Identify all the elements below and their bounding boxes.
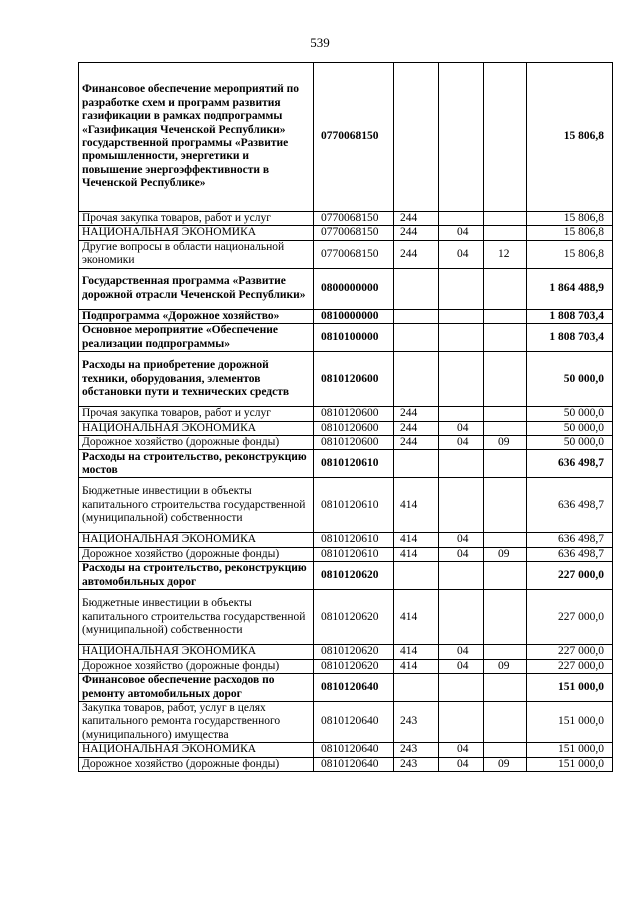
row-subsection: 09: [484, 436, 527, 450]
row-amount: 50 000,0: [527, 352, 613, 407]
row-expense-type: 243: [394, 743, 439, 757]
row-section: [439, 674, 484, 702]
row-section: [439, 702, 484, 743]
row-target-code: 0810120600: [314, 352, 394, 407]
row-amount: 1 808 703,4: [527, 324, 613, 352]
table-row: [79, 645, 613, 659]
row-expense-type: 244: [394, 436, 439, 450]
row-name: НАЦИОНАЛЬНАЯ ЭКОНОМИКА: [79, 226, 314, 240]
table-row: [79, 407, 613, 421]
row-target-code: 0770068150: [314, 63, 394, 212]
row-name: Дорожное хозяйство (дорожные фонды): [79, 436, 314, 450]
row-subsection: [484, 450, 527, 478]
row-subsection: [484, 324, 527, 352]
row-subsection: [484, 421, 527, 435]
row-expense-type: [394, 324, 439, 352]
table-row: [79, 659, 613, 673]
row-expense-type: 414: [394, 590, 439, 645]
row-expense-type: 244: [394, 226, 439, 240]
row-subsection: [484, 590, 527, 645]
row-name: НАЦИОНАЛЬНАЯ ЭКОНОМИКА: [79, 533, 314, 547]
row-section: 04: [439, 645, 484, 659]
row-section: 04: [439, 240, 484, 268]
row-name: Дорожное хозяйство (дорожные фонды): [79, 659, 314, 673]
row-amount: 50 000,0: [527, 407, 613, 421]
row-section: [439, 352, 484, 407]
table-row: [79, 212, 613, 226]
row-expense-type: [394, 562, 439, 590]
row-target-code: 0810120600: [314, 436, 394, 450]
row-amount: 636 498,7: [527, 478, 613, 533]
row-target-code: 0800000000: [314, 268, 394, 309]
table-row: [79, 478, 613, 533]
table-row: [79, 702, 613, 743]
table-row: [79, 309, 613, 323]
row-amount: 636 498,7: [527, 547, 613, 561]
row-amount: 227 000,0: [527, 590, 613, 645]
table-row: [79, 743, 613, 757]
table-row: [79, 421, 613, 435]
row-subsection: [484, 478, 527, 533]
table-row: [79, 63, 613, 212]
row-target-code: 0810120610: [314, 547, 394, 561]
row-name: Государственная программа «Развитие дорожной отрасли Чеченской Республики»: [79, 268, 314, 309]
row-amount: 151 000,0: [527, 743, 613, 757]
row-name: Расходы на строительство, реконструкцию автомобильных дорог: [79, 562, 314, 590]
row-section: [439, 63, 484, 212]
row-section: [439, 478, 484, 533]
table-row: [79, 226, 613, 240]
row-subsection: [484, 743, 527, 757]
row-name: Прочая закупка товаров, работ и услуг: [79, 407, 314, 421]
row-target-code: 0810120640: [314, 757, 394, 771]
row-expense-type: [394, 352, 439, 407]
row-section: [439, 212, 484, 226]
row-target-code: 0810120620: [314, 659, 394, 673]
row-expense-type: [394, 450, 439, 478]
row-amount: 1 808 703,4: [527, 309, 613, 323]
row-name: Дорожное хозяйство (дорожные фонды): [79, 757, 314, 771]
row-amount: 227 000,0: [527, 659, 613, 673]
row-name: Финансовое обеспечение расходов по ремонту автомобильных дорог: [79, 674, 314, 702]
table-row: [79, 268, 613, 309]
row-section: [439, 450, 484, 478]
row-subsection: [484, 352, 527, 407]
row-amount: 1 864 488,9: [527, 268, 613, 309]
row-expense-type: [394, 674, 439, 702]
row-target-code: 0810120640: [314, 674, 394, 702]
row-expense-type: 244: [394, 407, 439, 421]
row-name: Прочая закупка товаров, работ и услуг: [79, 212, 314, 226]
row-target-code: 0810000000: [314, 309, 394, 323]
row-section: [439, 268, 484, 309]
row-subsection: 09: [484, 547, 527, 561]
row-amount: 227 000,0: [527, 645, 613, 659]
row-section: 04: [439, 226, 484, 240]
row-section: 04: [439, 533, 484, 547]
row-target-code: 0810120620: [314, 645, 394, 659]
row-name: Бюджетные инвестиции в объекты капитального строительства государственной (муниципальной) собственности: [79, 590, 314, 645]
row-name: Другие вопросы в области национальной экономики: [79, 240, 314, 268]
row-section: 04: [439, 743, 484, 757]
row-section: 04: [439, 659, 484, 673]
table-row: [79, 674, 613, 702]
row-expense-type: [394, 63, 439, 212]
row-amount: 15 806,8: [527, 240, 613, 268]
row-subsection: 09: [484, 659, 527, 673]
table-row: [79, 450, 613, 478]
row-subsection: [484, 226, 527, 240]
row-target-code: 0810120640: [314, 702, 394, 743]
row-expense-type: 243: [394, 757, 439, 771]
row-expense-type: [394, 309, 439, 323]
row-section: [439, 562, 484, 590]
row-target-code: 0810120620: [314, 562, 394, 590]
row-target-code: 0810120610: [314, 478, 394, 533]
row-expense-type: 414: [394, 659, 439, 673]
row-amount: 636 498,7: [527, 450, 613, 478]
row-name: Расходы на строительство, реконструкцию мостов: [79, 450, 314, 478]
row-subsection: [484, 63, 527, 212]
row-target-code: 0770068150: [314, 226, 394, 240]
row-name: Финансовое обеспечение мероприятий по разработке схем и программ развития газификации в рамках подпрограммы «Газификация Чеченской Республики» государственной программы «Развитие промышленности, энергетики и повышение энергоэффективности в Чеченской Республике»: [79, 63, 314, 212]
table-row: [79, 436, 613, 450]
row-amount: 151 000,0: [527, 674, 613, 702]
table-row: [79, 240, 613, 268]
page-number: 539: [310, 35, 330, 50]
row-name: Подпрограмма «Дорожное хозяйство»: [79, 309, 314, 323]
row-expense-type: 414: [394, 478, 439, 533]
row-name: НАЦИОНАЛЬНАЯ ЭКОНОМИКА: [79, 645, 314, 659]
row-subsection: 09: [484, 757, 527, 771]
row-expense-type: 414: [394, 547, 439, 561]
budget-table: [78, 62, 613, 772]
row-target-code: 0810120640: [314, 743, 394, 757]
row-section: 04: [439, 757, 484, 771]
row-subsection: [484, 212, 527, 226]
row-section: [439, 590, 484, 645]
table-row: [79, 547, 613, 561]
row-section: 04: [439, 421, 484, 435]
row-section: 04: [439, 436, 484, 450]
row-amount: 50 000,0: [527, 436, 613, 450]
row-subsection: [484, 702, 527, 743]
row-name: Основное мероприятие «Обеспечение реализации подпрограммы»: [79, 324, 314, 352]
row-amount: 15 806,8: [527, 226, 613, 240]
row-expense-type: 244: [394, 212, 439, 226]
table-row: [79, 757, 613, 771]
row-name: НАЦИОНАЛЬНАЯ ЭКОНОМИКА: [79, 421, 314, 435]
row-subsection: [484, 309, 527, 323]
row-amount: 151 000,0: [527, 757, 613, 771]
table-row: [79, 352, 613, 407]
row-expense-type: 414: [394, 533, 439, 547]
row-expense-type: 244: [394, 240, 439, 268]
row-section: 04: [439, 547, 484, 561]
table-row: [79, 562, 613, 590]
row-name: Бюджетные инвестиции в объекты капитального строительства государственной (муниципальной) собственности: [79, 478, 314, 533]
row-section: [439, 324, 484, 352]
row-name: Расходы на приобретение дорожной техники, оборудования, элементов обстановки пути и технических средств: [79, 352, 314, 407]
row-target-code: 0770068150: [314, 212, 394, 226]
row-target-code: 0810120610: [314, 533, 394, 547]
row-name: Закупка товаров, работ, услуг в целях капитального ремонта государственного (муниципального) имущества: [79, 702, 314, 743]
row-subsection: [484, 674, 527, 702]
row-target-code: 0810100000: [314, 324, 394, 352]
row-target-code: 0810120620: [314, 590, 394, 645]
row-subsection: [484, 533, 527, 547]
row-target-code: 0810120600: [314, 407, 394, 421]
budget-table-body: [79, 63, 613, 772]
table-row: [79, 590, 613, 645]
row-expense-type: 414: [394, 645, 439, 659]
row-section: [439, 309, 484, 323]
row-subsection: [484, 268, 527, 309]
row-subsection: [484, 562, 527, 590]
row-amount: 151 000,0: [527, 702, 613, 743]
row-amount: 227 000,0: [527, 562, 613, 590]
row-expense-type: 244: [394, 421, 439, 435]
row-section: [439, 407, 484, 421]
row-amount: 50 000,0: [527, 421, 613, 435]
row-amount: 636 498,7: [527, 533, 613, 547]
row-subsection: [484, 407, 527, 421]
row-amount: 15 806,8: [527, 63, 613, 212]
table-row: [79, 533, 613, 547]
row-name: НАЦИОНАЛЬНАЯ ЭКОНОМИКА: [79, 743, 314, 757]
row-target-code: 0810120610: [314, 450, 394, 478]
row-amount: 15 806,8: [527, 212, 613, 226]
row-expense-type: 243: [394, 702, 439, 743]
table-row: [79, 324, 613, 352]
row-subsection: 12: [484, 240, 527, 268]
row-target-code: 0810120600: [314, 421, 394, 435]
row-target-code: 0770068150: [314, 240, 394, 268]
row-subsection: [484, 645, 527, 659]
row-expense-type: [394, 268, 439, 309]
row-name: Дорожное хозяйство (дорожные фонды): [79, 547, 314, 561]
